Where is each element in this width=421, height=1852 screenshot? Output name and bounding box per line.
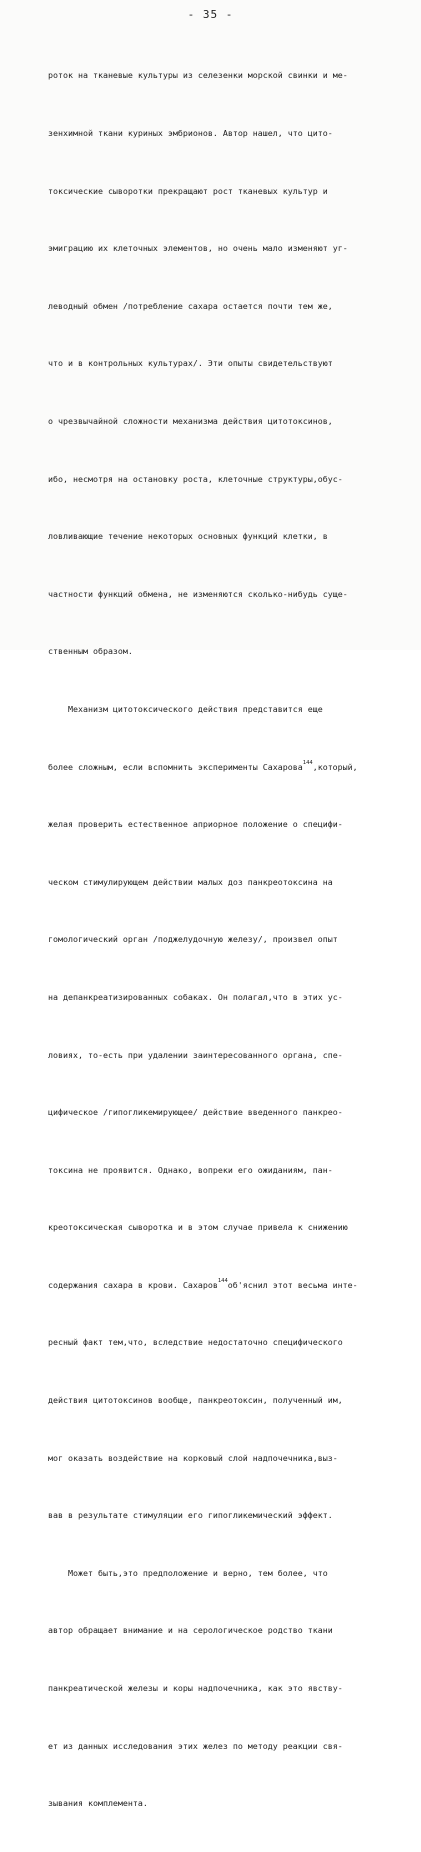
text-line: ловливающие течение некоторых основных функций клетки, в xyxy=(48,531,328,542)
text-line: вав в результате стимуляции его гипогликемический эффект. xyxy=(48,1510,333,1521)
text-line-with-footnote xyxy=(48,758,386,777)
text-line: Может быть,это предположение и верно, тем более, что xyxy=(48,1567,328,1578)
page-number: - 35 - xyxy=(187,8,234,21)
text-line: ческом стимулирующем действии малых доз панкреотоксина на xyxy=(48,876,333,887)
text-line: зывания комплемента. xyxy=(48,1798,148,1809)
text-line-with-footnote xyxy=(48,1276,386,1295)
text-line: креотоксическая сыворотка и в этом случае привела к снижению xyxy=(48,1222,348,1233)
text-line: гомологический орган /поджелудочную железу/, произвел опыт xyxy=(48,934,338,945)
footnote-mark: 144 xyxy=(217,1277,228,1284)
text-line: мог оказать воздействие на корковый слой надпочечника,выз- xyxy=(48,1452,338,1463)
body-text xyxy=(48,28,386,1852)
text-line: зенхимной ткани куриных эмбрионов. Автор нашел, что цито- xyxy=(48,128,333,138)
text-line: токсина не проявится. Однако, вопреки его ожиданиям, пан- xyxy=(48,1164,333,1175)
text-line: что и в контрольных культурах/. Эти опыты свидетельствуют xyxy=(48,358,333,369)
text-line: автор обращает внимание и на серологическое родство ткани xyxy=(48,1625,333,1636)
text-line: токсические сыворотки прекращают рост тканевых культур и xyxy=(48,185,328,196)
text-line: эмиграцию их клеточных элементов, но очень мало изменяют уг- xyxy=(48,243,348,254)
text-line: действия цитотоксинов вообще, панкреотоксин, полученный им, xyxy=(48,1395,343,1406)
text-line: частности функций обмена, не изменяются сколько-нибудь суще- xyxy=(48,588,348,599)
text-line: цифическое /гипогликемирующее/ действие введенного панкрео- xyxy=(48,1107,343,1118)
text-line: роток на тканевые культуры из селезенки морской свинки и ме- xyxy=(48,70,348,81)
text-line: леводный обмен /потребление сахара остается почти тем же, xyxy=(48,300,333,311)
text-line: панкреатической железы и коры надпочечника, как это явству- xyxy=(48,1683,343,1694)
text-line: ловиях, то-есть при удалении заинтересованного органа, спе- xyxy=(48,1049,343,1060)
footnote-mark: 144 xyxy=(302,759,313,766)
text-line: ибо, несмотря на остановку роста, клеточные структуры,обус- xyxy=(48,473,343,484)
text-line: на депанкреатизированных собаках. Он полагал,что в этих ус- xyxy=(48,991,343,1002)
text-segment: более сложным, если вспомнить эксперименты Сахарова xyxy=(48,761,303,772)
text-line: ственным образом. xyxy=(48,646,133,657)
text-line: желая проверить естественное априорное положение о специфи- xyxy=(48,819,343,830)
text-line: ет из данных исследования этих желез по методу реакции свя- xyxy=(48,1740,343,1751)
text-line: о чрезвычайной сложности механизма действия цитотоксинов, xyxy=(48,415,333,426)
text-line: Механизм цитотоксического действия представится еще xyxy=(48,703,323,714)
text-line: ресный факт тем,что, вследствие недостаточно специфического xyxy=(48,1337,343,1348)
text-segment: содержания сахара в крови. Сахаров xyxy=(48,1279,218,1290)
text-segment: об'яснил этот весьма инте- xyxy=(227,1279,358,1290)
text-segment: ,который, xyxy=(312,761,358,772)
